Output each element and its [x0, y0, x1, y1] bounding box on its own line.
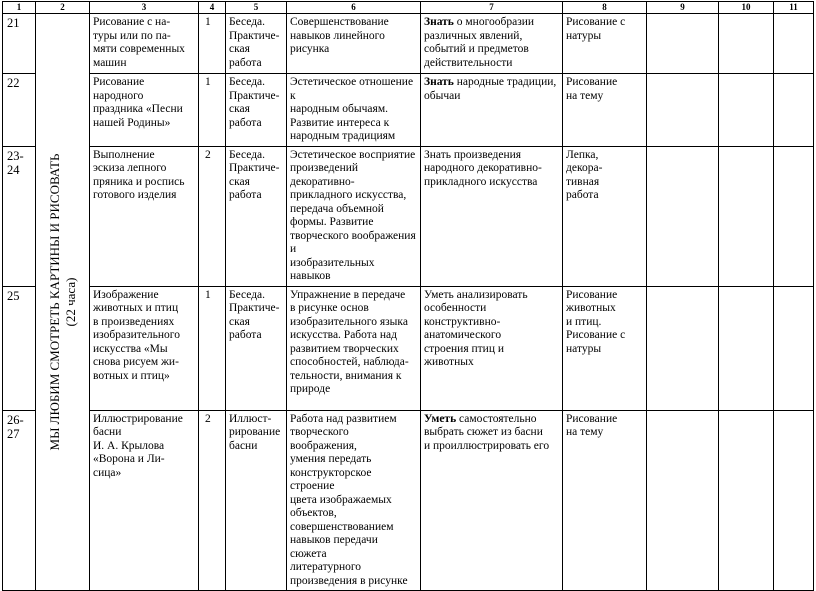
- lesson-topic-text: Рисование народного праздника «Песни нашей Родины»: [93, 76, 183, 129]
- activity-kind: [563, 146, 647, 286]
- section-title-cell: [36, 14, 90, 591]
- activity-kind-text: Рисование на тему: [566, 76, 618, 102]
- requirements-keyword: Знать: [424, 16, 454, 28]
- lesson-content: [287, 286, 421, 410]
- activity-kind-text: Лепка, декора- тивная работа: [566, 148, 603, 201]
- lesson-type: [226, 74, 287, 147]
- lesson-type-text: Иллюст- рирование басни: [229, 412, 281, 452]
- lesson-requirements: [421, 410, 563, 591]
- lesson-hours: [199, 74, 226, 147]
- col-header: 2: [36, 2, 90, 14]
- col-header: 9: [647, 2, 719, 14]
- lesson-type-text: Беседа. Практиче- ская работа: [229, 16, 280, 69]
- lesson-topic: [90, 146, 199, 286]
- curriculum-table: [2, 1, 814, 591]
- empty-cell: [774, 286, 814, 410]
- lesson-number-text: 23- 24: [7, 148, 24, 177]
- lesson-hours: [199, 146, 226, 286]
- activity-kind: [563, 410, 647, 591]
- col-header: 5: [226, 2, 287, 14]
- activity-kind-text: Рисование на тему: [566, 412, 618, 438]
- requirements-keyword: Уметь: [424, 412, 457, 425]
- lesson-hours-text: 1: [205, 288, 211, 301]
- table-row: [3, 286, 814, 410]
- lesson-topic-text: Выполнение эскиза лепного пряника и роспись готового изделия: [93, 148, 185, 201]
- lesson-content-text: Работа над развитием творческого воображения, умения передать конструкторское строение цвета изображаемых объектов, совершенствованием навыков передачи сюжета литературного произведения в рисунке: [290, 412, 408, 587]
- empty-cell: [719, 286, 774, 410]
- lesson-number: [3, 74, 36, 147]
- table-row: [3, 410, 814, 591]
- lesson-topic-text: Рисование с на- туры или по па- мяти современных машин: [93, 16, 185, 69]
- lesson-topic-text: Изображение животных и птиц в произведениях изобразительного искусства «Мы снова рисуем жи- вотных и птиц»: [93, 288, 180, 382]
- empty-cell: [647, 286, 719, 410]
- activity-kind: [563, 14, 647, 74]
- lesson-type-text: Беседа. Практиче- ская работа: [229, 288, 280, 341]
- lesson-content: [287, 410, 421, 591]
- empty-cell: [774, 14, 814, 74]
- lesson-content: [287, 146, 421, 286]
- lesson-hours-text: 1: [205, 16, 211, 28]
- lesson-type: [226, 410, 287, 591]
- lesson-type-text: Беседа. Практиче- ская работа: [229, 148, 280, 201]
- col-header: 8: [563, 2, 647, 14]
- empty-cell: [774, 410, 814, 591]
- lesson-hours: [199, 286, 226, 410]
- lesson-requirements-text: Знать народные традиции, обычаи: [424, 76, 557, 102]
- lesson-topic: [90, 14, 199, 74]
- empty-cell: [774, 146, 814, 286]
- lesson-requirements: [421, 146, 563, 286]
- section-hours: (22 часа): [62, 277, 78, 327]
- lesson-content-text: Эстетическое отношение к народным обычаям. Развитие интереса к народным традициям: [290, 76, 414, 142]
- lesson-number: [3, 14, 36, 74]
- empty-cell: [719, 74, 774, 147]
- activity-kind-text: Рисование с натуры: [566, 16, 626, 42]
- header-row: [3, 2, 814, 14]
- empty-cell: [719, 146, 774, 286]
- lesson-requirements: [421, 14, 563, 74]
- lesson-number: [3, 286, 36, 410]
- lesson-hours-text: 2: [205, 148, 211, 161]
- table-row: [3, 74, 814, 147]
- lesson-hours: [199, 410, 226, 591]
- lesson-topic: [90, 410, 199, 591]
- requirements-keyword: Знать: [424, 76, 454, 88]
- col-header: 1: [3, 2, 36, 14]
- lesson-content-text: Совершенствование навыков линейного рисунка: [290, 16, 389, 55]
- lesson-type: [226, 14, 287, 74]
- lesson-content-text: Эстетическое восприятие произведений декоративно- прикладного искусства, передача объемной формы. Развитие творческого воображения и изобразительных навыков: [290, 148, 416, 282]
- section-title: [47, 122, 79, 482]
- lesson-number-text: 25: [7, 288, 20, 303]
- lesson-type-text: Беседа. Практиче- ская работа: [229, 76, 280, 129]
- empty-cell: [647, 14, 719, 74]
- lesson-number: [3, 410, 36, 591]
- lesson-requirements-text: Уметь самостоятельно выбрать сюжет из басни и проиллюстрировать его: [424, 412, 550, 452]
- table-row: [3, 14, 814, 74]
- lesson-requirements-text: Уметь анализировать особенности конструктивно- анатомического строения птиц и животных: [424, 288, 528, 368]
- lesson-requirements-text: Знать о многообразии различных явлений, событий и предметов действительности: [424, 16, 535, 69]
- empty-cell: [647, 410, 719, 591]
- lesson-requirements-text: Знать произведения народного декоративно- прикладного искусства: [424, 148, 542, 188]
- col-header: 7: [421, 2, 563, 14]
- lesson-content: [287, 14, 421, 74]
- lesson-requirements: [421, 286, 563, 410]
- lesson-content: [287, 74, 421, 147]
- empty-cell: [647, 74, 719, 147]
- col-header: 10: [719, 2, 774, 14]
- empty-cell: [719, 14, 774, 74]
- lesson-topic: [90, 74, 199, 147]
- empty-cell: [774, 74, 814, 147]
- activity-kind-text: Рисование животных и птиц. Рисование с натуры: [566, 288, 626, 355]
- lesson-number-text: 26- 27: [7, 412, 24, 441]
- lesson-hours: [199, 14, 226, 74]
- activity-kind: [563, 286, 647, 410]
- col-header: 6: [287, 2, 421, 14]
- lesson-type: [226, 286, 287, 410]
- empty-cell: [647, 146, 719, 286]
- activity-kind: [563, 74, 647, 147]
- section-title-text: МЫ ЛЮБИМ СМОТРЕТЬ КАРТИНЫ И РИСОВАТЬ: [46, 153, 62, 451]
- lesson-requirements: [421, 74, 563, 147]
- lesson-hours-text: 2: [205, 412, 211, 425]
- lesson-number: [3, 146, 36, 286]
- col-header: 4: [199, 2, 226, 14]
- col-header: 11: [774, 2, 814, 14]
- lesson-number-text: 22: [7, 76, 20, 90]
- empty-cell: [719, 410, 774, 591]
- table-row: [3, 146, 814, 286]
- lesson-type: [226, 146, 287, 286]
- lesson-content-text: Упражнение в передаче в рисунке основ изобразительного языка искусства. Работа над развитием творческих способностей, наблюда- тельности, внимания к природе: [290, 288, 409, 395]
- lesson-hours-text: 1: [205, 76, 211, 88]
- lesson-number-text: 21: [7, 16, 20, 30]
- lesson-topic-text: Иллюстрирование басни И. А. Крылова «Ворона и Ли- сица»: [93, 412, 183, 479]
- lesson-topic: [90, 286, 199, 410]
- col-header: 3: [90, 2, 199, 14]
